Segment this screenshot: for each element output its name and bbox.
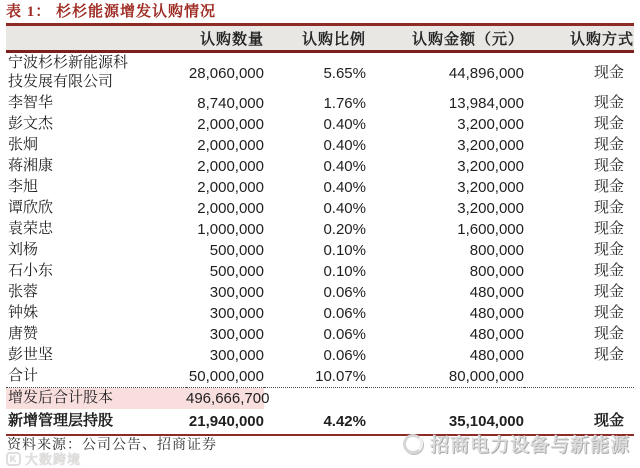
cell-qty: 2,000,000 [197,137,264,154]
table-row [6,52,634,94]
cell-method: 现金 [593,200,624,216]
cell-amount: 480,000 [469,284,524,301]
subscriber-name: 石小东 [8,263,54,279]
cell-qty: 2,000,000 [197,158,264,175]
cell-qty: 1,000,000 [197,221,264,238]
table-row [6,135,634,156]
cell-method [524,366,634,388]
cell-amount: 480,000 [469,347,524,364]
cell-name [6,345,186,366]
subscription-table [6,23,634,436]
cell-amount: 480,000 [469,305,524,322]
cell-amount: 80,000,000 [366,366,524,388]
watermark-right-label: 招商电力设备与新能源 [429,435,630,456]
cell-method: 现金 [593,179,624,195]
cell-qty: 2,000,000 [197,116,264,133]
brand-logo-icon: K [6,452,21,466]
cell-name [6,219,186,240]
cell-pct: 5.65% [323,64,366,82]
cell-pct [264,388,366,410]
cell-amount: 3,200,000 [457,116,524,133]
cell-method [524,388,634,410]
cell-method: 现金 [593,284,624,300]
cell-amount: 480,000 [469,326,524,343]
subscriber-name: 蒋湘康 [8,158,54,174]
subscriber-name: 唐赞 [8,326,39,342]
cell-pct: 0.40% [323,116,366,133]
cell-name [6,240,186,261]
cell-method: 现金 [593,137,624,153]
table-row [6,345,634,366]
cell-name [6,93,186,114]
cell-method: 现金 [593,347,624,363]
watermark-left-label: 大数跨境 [25,452,82,467]
cell-name [6,135,186,156]
subscriber-name: 彭世坚 [8,347,54,363]
cell-pct: 0.06% [323,305,366,322]
cell-amount [366,388,524,410]
cell-pct: 0.40% [323,200,366,217]
subscriber-name: 谭欣欣 [8,200,54,216]
cell-pct: 10.07% [264,366,366,388]
cell-name [6,303,186,324]
cell-pct: 0.10% [323,242,366,259]
cell-qty: 2,000,000 [197,179,264,196]
cell-amount: 3,200,000 [457,179,524,196]
header-quantity: 认购数量 [186,25,264,52]
table-row [6,303,634,324]
table-row [6,240,634,261]
subscriber-name: 张蓉 [8,284,39,300]
header-method: 认购方式 [524,25,634,52]
cell-qty: 21,940,000 [186,409,264,435]
watermark-right [403,430,630,457]
post-issue-capital-row [6,388,634,410]
subscriber-name: 宁波杉杉新能源科技发展有限公司 [8,55,129,90]
cell-method: 现金 [593,305,624,321]
cell-qty: 500,000 [209,242,264,259]
cell-method: 现金 [593,116,624,132]
cell-qty: 300,000 [209,326,264,343]
cell-name: 增发后合计股本 [6,388,186,410]
cell-method: 现金 [593,158,624,174]
cell-qty: 300,000 [209,347,264,364]
table-row [6,198,634,219]
cell-amount: 3,200,000 [457,200,524,217]
cell-method: 现金 [524,409,634,435]
cell-method: 现金 [593,242,624,258]
table-row [6,93,634,114]
cell-name: 新增管理层持股 [6,409,186,435]
cell-qty: 496,666,700 [186,388,264,410]
table-row [6,282,634,303]
table-row [6,324,634,345]
table-row [6,219,634,240]
cell-pct: 0.06% [323,284,366,301]
total-row [6,366,634,388]
header-subscriber [6,25,186,52]
cell-qty: 300,000 [209,284,264,301]
subscriber-name: 刘杨 [8,242,39,258]
cell-amount: 13,984,000 [448,95,524,112]
header-amount: 认购金额（元） [366,25,524,52]
cell-amount: 3,200,000 [457,158,524,175]
circular-brand-icon [403,434,423,454]
cell-amount: 800,000 [469,263,524,280]
table-title: 表 1： 杉杉能源增发认购情况 [6,4,217,20]
cell-amount: 1,600,000 [457,221,524,238]
cell-name: 合计 [6,366,186,388]
cell-amount: 44,896,000 [448,64,524,82]
cell-amount: 35,104,000 [366,409,524,435]
cell-amount: 3,200,000 [457,137,524,154]
subscriber-name: 袁荣忠 [8,221,54,237]
cell-name [6,114,186,135]
cell-name [6,52,186,94]
table-row [6,156,634,177]
header-ratio: 认购比例 [264,25,366,52]
source-note: 资料来源：公司公告、招商证券 [7,438,217,453]
cell-name [6,177,186,198]
cell-pct: 1.76% [323,95,366,112]
cell-pct: 0.06% [323,347,366,364]
cell-method: 现金 [593,326,624,342]
cell-method: 现金 [593,221,624,237]
subscriber-name: 张炯 [8,137,39,153]
cell-qty: 28,060,000 [188,64,264,82]
table-row [6,261,634,282]
cell-name [6,198,186,219]
subscriber-name: 彭文杰 [8,116,54,132]
cell-pct: 4.42% [264,409,366,435]
cell-pct: 0.40% [323,179,366,196]
cell-pct: 0.06% [323,326,366,343]
cell-method: 现金 [593,95,624,111]
cell-pct: 0.20% [323,221,366,238]
table-row [6,177,634,198]
cell-name [6,282,186,303]
subscriber-name: 李旭 [8,179,39,195]
cell-pct: 0.40% [323,137,366,154]
cell-name [6,261,186,282]
subscriber-name: 钟姝 [8,305,39,321]
cell-qty: 8,740,000 [197,95,264,112]
subscriber-name: 李智华 [8,95,54,111]
cell-pct: 0.10% [323,263,366,280]
cell-method: 现金 [593,64,624,81]
cell-qty: 2,000,000 [197,200,264,217]
cell-name [6,156,186,177]
cell-name [6,324,186,345]
cell-amount: 800,000 [469,242,524,259]
cell-qty: 500,000 [209,263,264,280]
table-body [6,52,634,367]
header-row [6,25,634,52]
cell-qty: 300,000 [209,305,264,322]
watermark-left [6,449,81,468]
cell-method: 现金 [593,263,624,279]
cell-pct: 0.40% [323,158,366,175]
cell-qty: 50,000,000 [186,366,264,388]
table-row [6,114,634,135]
